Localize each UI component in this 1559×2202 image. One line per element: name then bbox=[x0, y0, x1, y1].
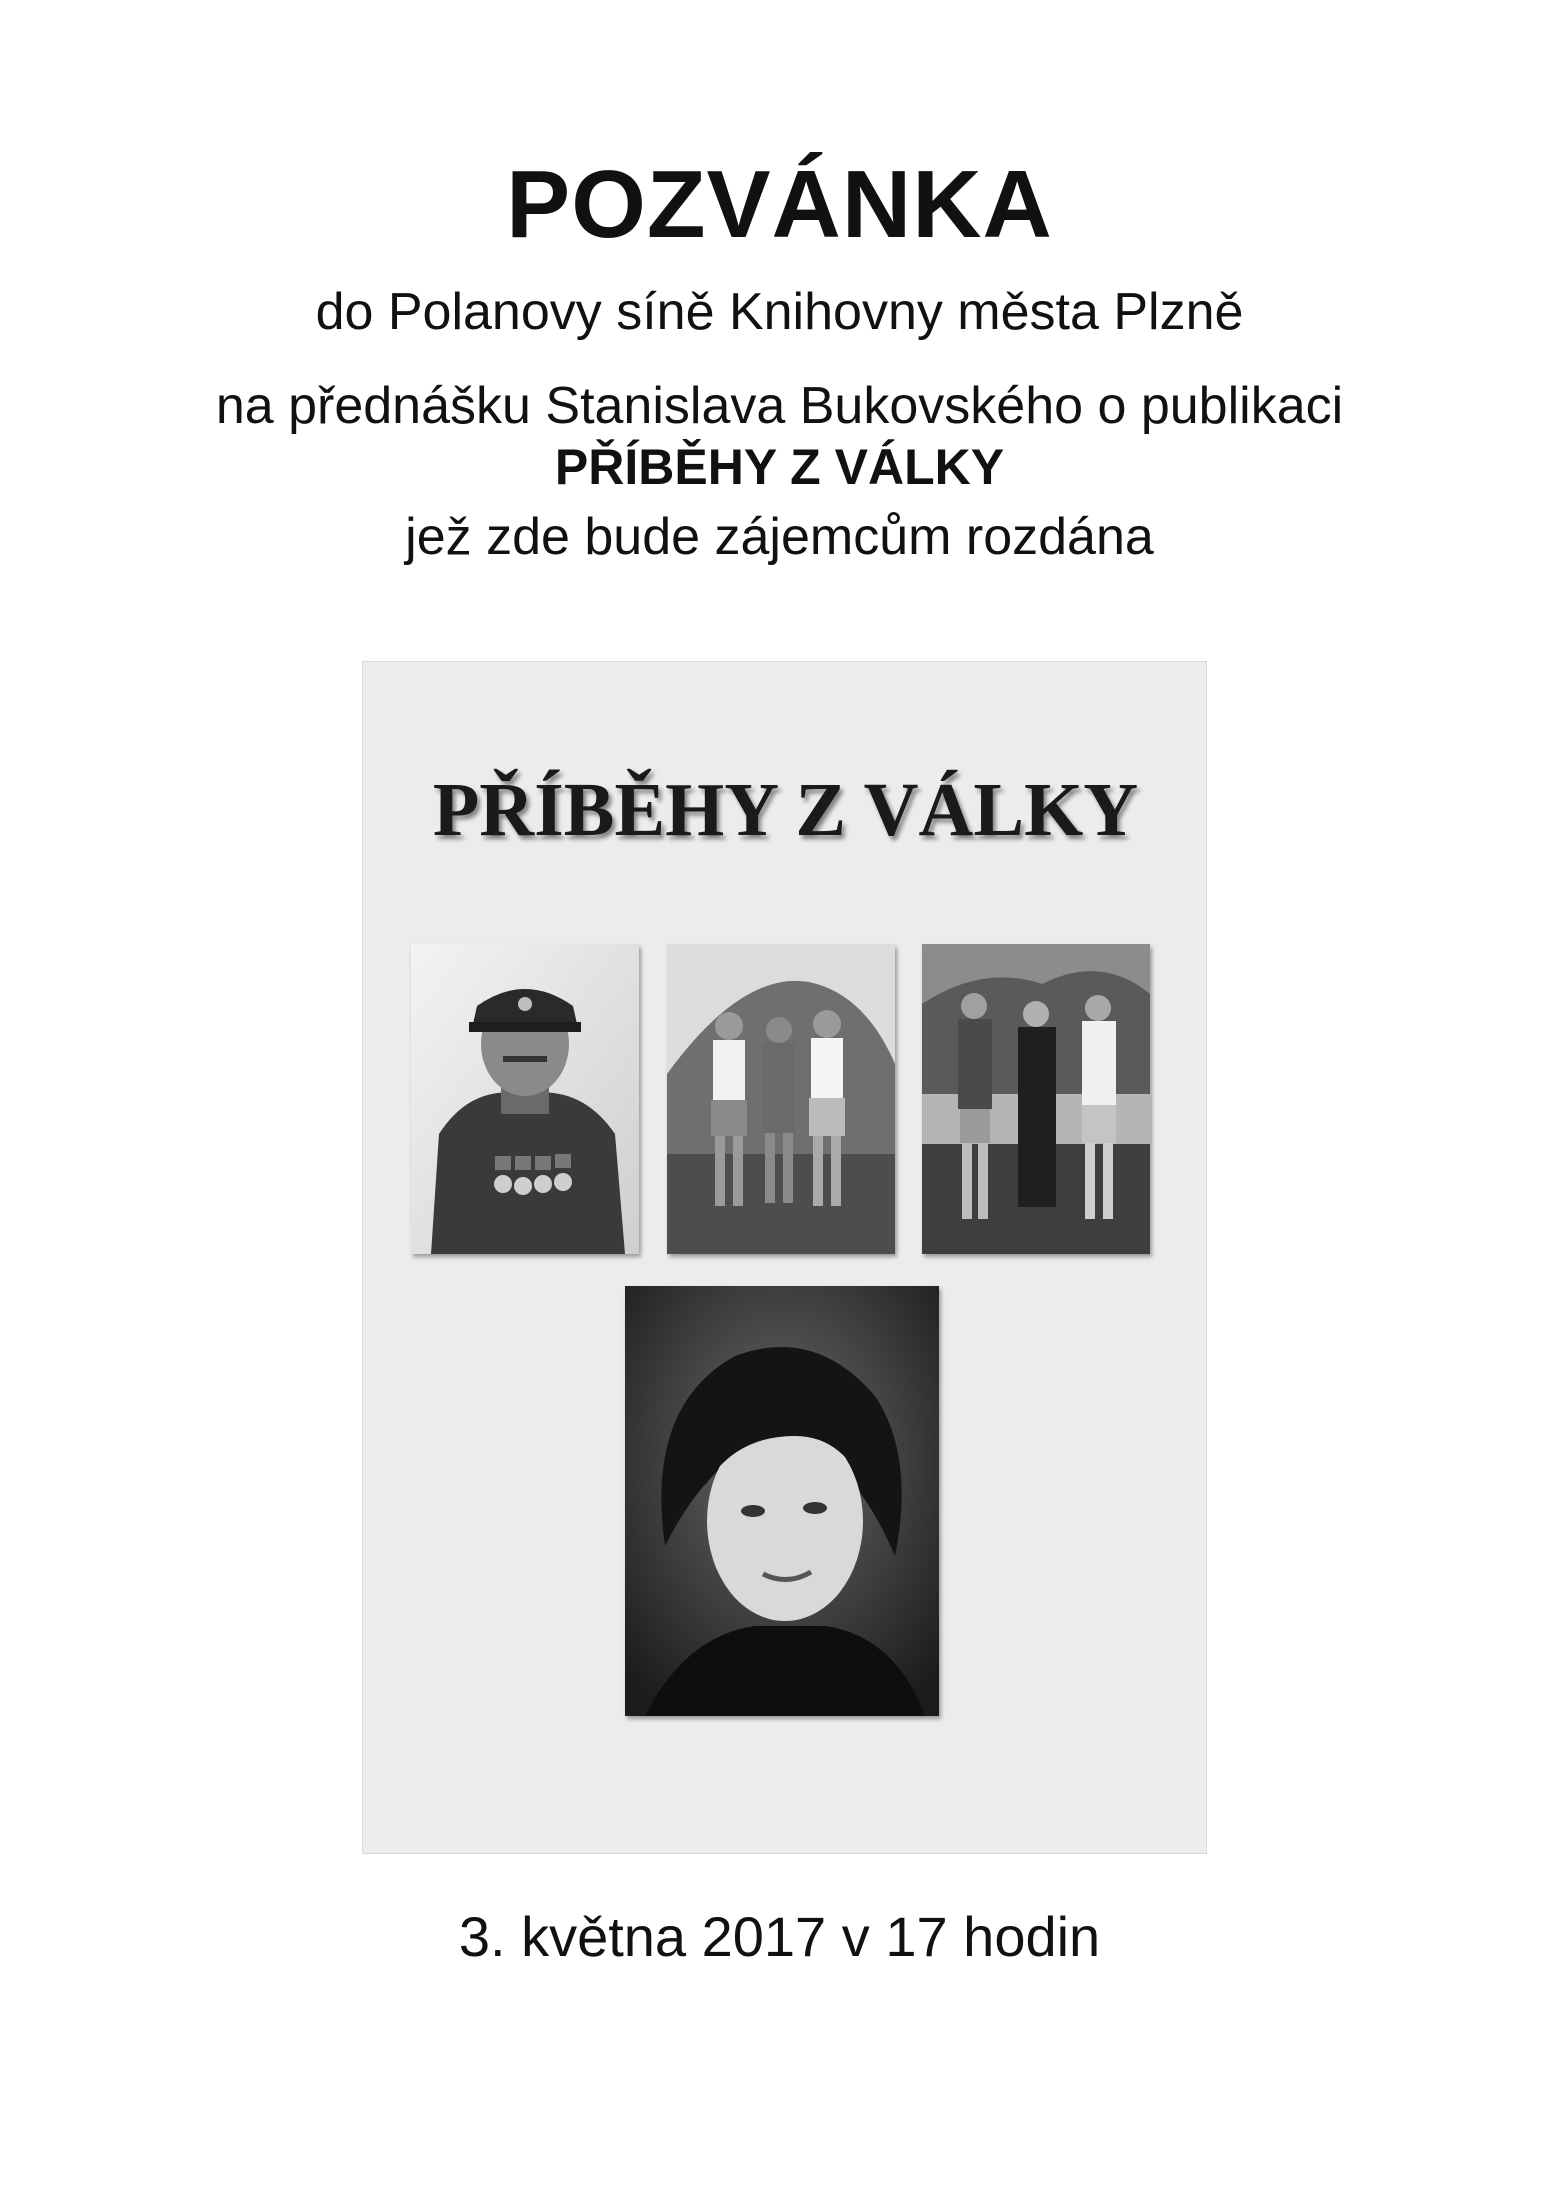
invitation-title: POZVÁNKA bbox=[506, 151, 1053, 258]
event-date-time: 3. května 2017 v 17 hodin bbox=[458, 1905, 1101, 1968]
three-men-photo bbox=[922, 944, 1150, 1254]
book-cover bbox=[362, 661, 1207, 1854]
soldier-with-medals-photo bbox=[411, 944, 639, 1254]
book-cover-title: PŘÍBĚHY Z VÁLKY bbox=[432, 768, 1139, 852]
three-soldiers-photo bbox=[667, 944, 895, 1254]
distribution-line: jež zde bude zájemcům rozdána bbox=[405, 508, 1154, 566]
woman-portrait-photo bbox=[625, 1286, 939, 1716]
venue-line: do Polanovy síně Knihovny města Plzně bbox=[315, 283, 1244, 341]
lecture-line: na přednášku Stanislava Bukovského o publikaci bbox=[215, 377, 1344, 435]
publication-title: PŘÍBĚHY Z VÁLKY bbox=[554, 439, 1005, 495]
